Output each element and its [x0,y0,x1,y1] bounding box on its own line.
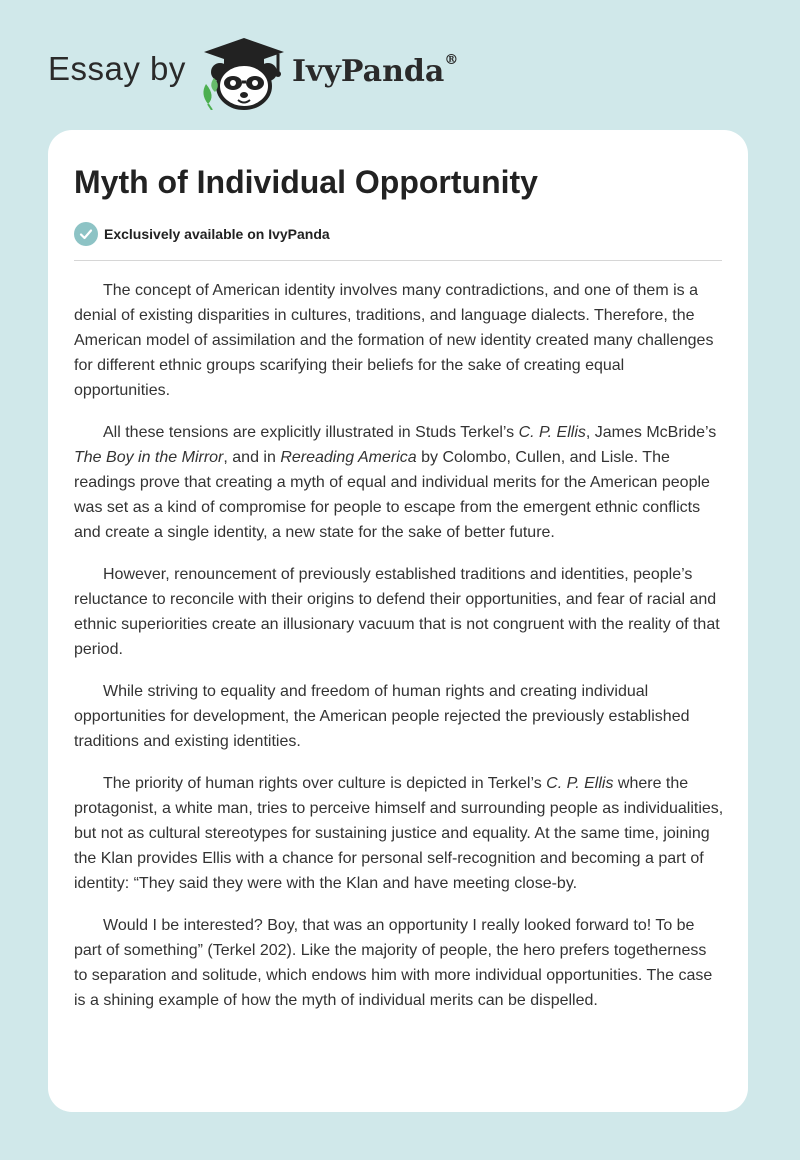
work-title: C. P. Ellis [518,424,586,441]
paragraph-text: All these tensions are explicitly illustrated in Studs Terkel’s [103,424,519,441]
essay-card [48,130,748,1112]
paragraph [74,679,724,754]
exclusive-badge [74,222,330,246]
work-title: C. P. Ellis [546,775,614,792]
paragraph [74,420,724,545]
work-title: The Boy in the Mirror [74,449,224,466]
paragraph-text: However, renouncement of previously established traditions and identities, people’s reluctance to reconcile with their origins to defend their opportunities, and fear of racial and ethnic superiorities create an illusionary vacuum that is not congruent with the reality of that period. [74,566,720,658]
work-title: Rereading America [280,449,417,466]
essay-by-label: Essay by [48,50,186,87]
check-icon [74,222,98,246]
divider [74,260,722,261]
paragraph [74,771,724,896]
paragraph-text: by Colombo, Cullen, and Lisle. The readings prove that creating a myth of equal and individual merits for the American people was set as a kind of compromise for people to escape from the emergent ethnic conflicts and create a single identity, a new state for the sake of better future. [74,449,710,541]
brand-name[interactable]: IvyPanda® [292,52,459,89]
paragraph [74,278,724,403]
ivypanda-panda-logo-icon[interactable] [198,34,290,110]
paragraph [74,913,724,1013]
paragraph-text: , James McBride’s [585,424,717,441]
exclusive-label: Exclusively available on IvyPanda [104,226,330,242]
paragraph-text: , and in [223,449,281,466]
site-header [48,34,752,114]
paragraph-text: where the protagonist, a white man, tries to perceive himself and surrounding people as individualities, but not as cultural stereotypes for sustaining justice and equality. At the same time, joining the Klan provides Ellis with a chance for personal self-recognition and becoming a part of identity: “They said they were with the Klan and have meeting close-by. [74,775,724,892]
essay-body [74,278,724,1030]
page-title: Myth of Individual Opportunity [74,164,538,200]
paragraph-text: The concept of American identity involves many contradictions, and one of them is a denial of existing disparities in cultures, traditions, and language dialects. Therefore, the American model of assimilation and the formation of new identity created many challenges for different ethnic groups scarifying their beliefs for the sake of creating equal opportunities. [74,282,714,399]
paragraph-text: The priority of human rights over culture is depicted in Terkel’s [103,775,547,792]
registered-mark: ® [444,52,459,68]
paragraph-text: While striving to equality and freedom of human rights and creating individual opportunities for development, the American people rejected the previously established traditions and existing identities. [74,683,690,750]
paragraph [74,562,724,662]
paragraph-text: Would I be interested? Boy, that was an opportunity I really looked forward to! To be part of something” (Terkel 202). Like the majority of people, the hero prefers togetherness to separation and solitude, which endows him with more individual opportunities. The case is a shining example of how the myth of individual merits can be dispelled. [74,917,713,1009]
